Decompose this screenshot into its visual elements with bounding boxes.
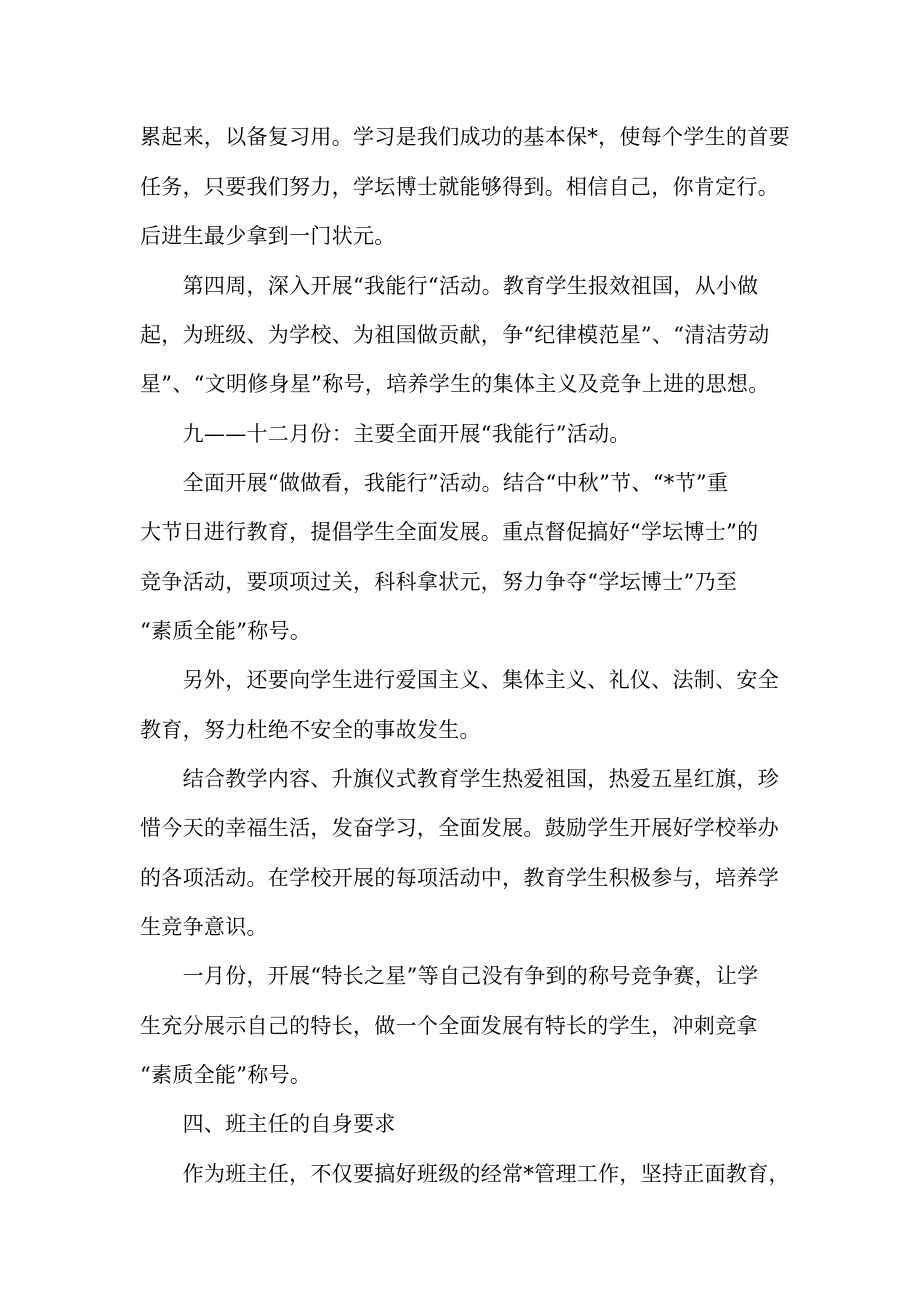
text-line: 的各项活动。在学校开展的每项活动中，教育学生积极参与，培养学 [140, 866, 779, 890]
text-line: 生竞争意识。 [140, 915, 268, 939]
text-line: 起，为班级、为学校、为祖国做贡献，争“纪律模范星”、“清洁劳动 [140, 323, 770, 347]
text-line: 全面开展“做做看，我能行”活动。结合“中秋”节、“*节”重 [140, 471, 729, 495]
text-line: 任务，只要我们努力，学坛博士就能够得到。相信自己，你肯定行。 [140, 175, 779, 199]
text-line: 后进生最少拿到一门状元。 [140, 224, 396, 248]
text-line: 第四周，深入开展“我能行“活动。教育学生报效祖国，从小做 [140, 274, 759, 298]
text-line: 结合教学内容、升旗仪式教育学生热爱祖国，热爱五星红旗，珍 [140, 767, 779, 791]
text-line: 星”、“文明修身星”称号，培养学生的集体主义及竞争上进的思想。 [140, 372, 770, 396]
text-line: 惜今天的幸福生活，发奋学习，全面发展。鼓励学生开展好学校举办 [140, 816, 779, 840]
text-line: “素质全能”称号。 [140, 619, 312, 643]
text-line: 大节日进行教育，提倡学生全面发展。重点督促搞好“学坛博士”的 [140, 520, 759, 544]
text-line: 作为班主任，不仅要搞好班级的经常*管理工作，坚持正面教育， [140, 1162, 790, 1186]
text-line: 累起来，以备复习用。学习是我们成功的基本保*，使每个学生的首要 [140, 125, 790, 149]
text-line: “素质全能”称号。 [140, 1063, 312, 1087]
text-line: 教育，努力杜绝不安全的事故发生。 [140, 718, 481, 742]
text-line: 一月份，开展“特长之星”等自己没有争到的称号竞争赛，让学 [140, 964, 759, 988]
text-line: 竞争活动，要项项过关，科科拿状元，努力争夺“学坛博士”乃至 [140, 570, 738, 594]
text-line: 四、班主任的自身要求 [140, 1112, 396, 1136]
text-line: 另外，还要向学生进行爱国主义、集体主义、礼仪、法制、安全 [140, 668, 779, 692]
text-line: 九——十二月份：主要全面开展“我能行”活动。 [140, 422, 631, 446]
text-line: 生充分展示自己的特长，做一个全面发展有特长的学生，冲刺竞拿 [140, 1014, 758, 1038]
